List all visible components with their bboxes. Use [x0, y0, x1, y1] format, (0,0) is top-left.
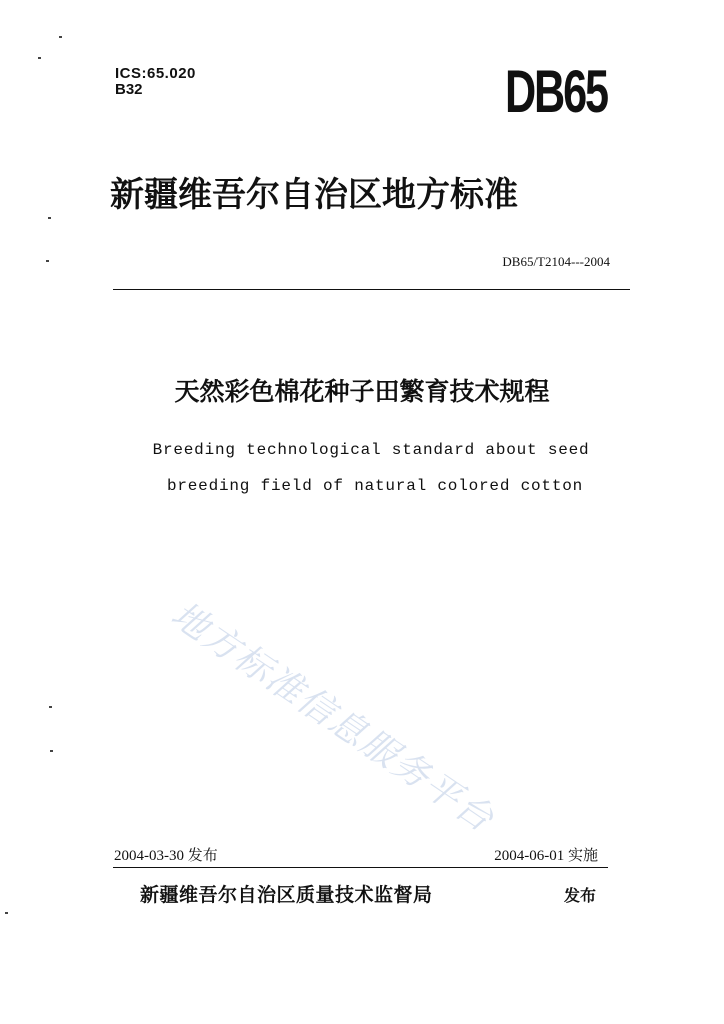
db65-logo: DB65 — [505, 58, 607, 125]
implementation-date: 2004-06-01 实施 — [494, 848, 598, 864]
scan-speck — [46, 260, 49, 262]
document-title-chinese: 天然彩色棉花种子田繁育技术规程 — [174, 377, 550, 406]
scan-speck — [5, 912, 8, 914]
issuing-action: 发布 — [564, 886, 597, 905]
issue-date: 2004-03-30 发布 — [114, 848, 218, 864]
scan-speck — [48, 217, 51, 219]
scan-speck — [49, 706, 52, 708]
standard-type-heading: 新疆维吾尔自治区地方标准 — [110, 175, 518, 215]
scan-speck — [50, 750, 53, 752]
scan-speck — [59, 36, 62, 38]
issuing-authority: 新疆维吾尔自治区质量技术监督局 — [140, 884, 433, 906]
ics-code: ICS:65.020 — [115, 65, 196, 82]
watermark: 地方标准信息服务平台 — [163, 594, 502, 841]
classification-code: B32 — [115, 81, 143, 98]
top-divider — [113, 289, 630, 290]
standard-number: DB65/T2104---2004 — [502, 254, 610, 269]
bottom-divider — [113, 867, 608, 868]
scan-speck — [38, 57, 41, 59]
document-title-english-line1: Breeding technological standard about seed — [152, 441, 590, 459]
document-title-english-line2: breeding field of natural colored cotton — [166, 477, 584, 495]
